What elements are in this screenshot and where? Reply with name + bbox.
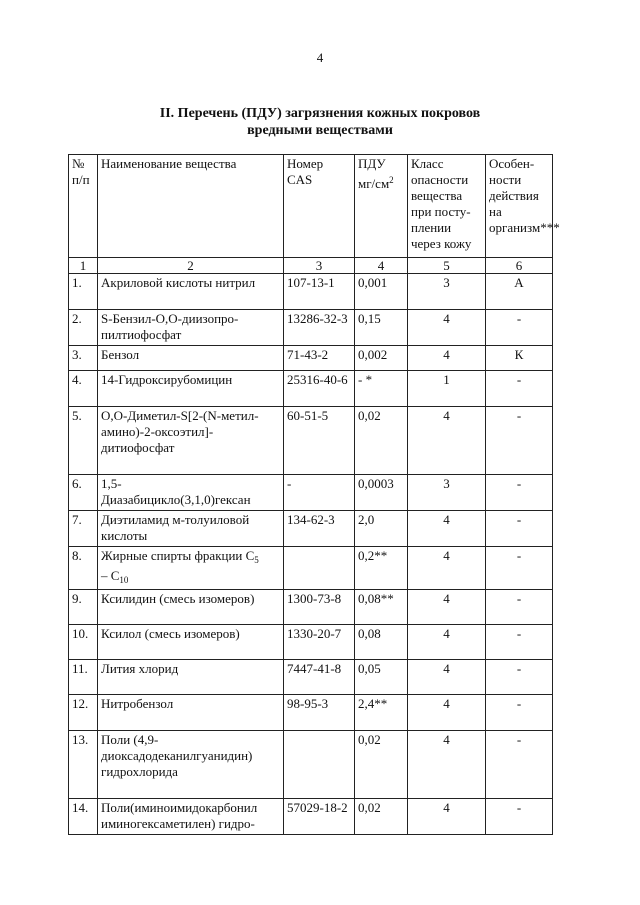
pdu-value: 2,0 bbox=[355, 511, 408, 547]
substance-name: 1,5- Диазабицикло(3,1,0)гексан bbox=[98, 475, 284, 511]
table-header-row bbox=[69, 155, 553, 258]
table-row bbox=[69, 660, 553, 695]
substance-name: Диэтиламид м-толуиловой кислоты bbox=[98, 511, 284, 547]
column-number: 5 bbox=[408, 258, 486, 274]
row-number: 10. bbox=[69, 625, 98, 660]
pdu-value: 2,4** bbox=[355, 695, 408, 731]
feature-mark: - bbox=[486, 407, 553, 475]
feature-mark: К bbox=[486, 346, 553, 371]
pdu-value: 0,002 bbox=[355, 346, 408, 371]
table-row bbox=[69, 547, 553, 590]
table-row bbox=[69, 274, 553, 310]
feature-mark: - bbox=[486, 310, 553, 346]
cas-number bbox=[284, 731, 355, 799]
page-title-line-2: вредными веществами bbox=[247, 123, 393, 138]
substance-name: Бензол bbox=[98, 346, 284, 371]
table-row bbox=[69, 371, 553, 407]
column-number: 4 bbox=[355, 258, 408, 274]
hazard-class: 4 bbox=[408, 660, 486, 695]
row-number: 6. bbox=[69, 475, 98, 511]
column-number: 2 bbox=[98, 258, 284, 274]
feature-mark: - bbox=[486, 547, 553, 590]
column-number: 6 bbox=[486, 258, 553, 274]
row-number: 2. bbox=[69, 310, 98, 346]
feature-mark: А bbox=[486, 274, 553, 310]
feature-mark: - bbox=[486, 511, 553, 547]
pdu-value: 0,08** bbox=[355, 590, 408, 625]
hazard-class: 3 bbox=[408, 475, 486, 511]
row-number: 14. bbox=[69, 799, 98, 835]
row-number: 3. bbox=[69, 346, 98, 371]
substance-name: Нитробензол bbox=[98, 695, 284, 731]
hazard-class: 4 bbox=[408, 511, 486, 547]
row-number: 1. bbox=[69, 274, 98, 310]
substance-name: S-Бензил-О,О-диизопро- пилтиофосфат bbox=[98, 310, 284, 346]
header-pdu: ПДУ $мг/см^2$ bbox=[355, 155, 408, 258]
feature-mark: - bbox=[486, 625, 553, 660]
page-number: 4 bbox=[316, 50, 324, 65]
column-number-row bbox=[69, 258, 553, 274]
cas-number: 134-62-3 bbox=[284, 511, 355, 547]
hazard-class: 4 bbox=[408, 547, 486, 590]
hazard-class: 4 bbox=[408, 407, 486, 475]
hazard-class: 4 bbox=[408, 731, 486, 799]
feature-mark: - bbox=[486, 590, 553, 625]
hazard-class: 4 bbox=[408, 310, 486, 346]
row-number: 13. bbox=[69, 731, 98, 799]
column-number: 1 bbox=[69, 258, 98, 274]
table-row bbox=[69, 731, 553, 799]
table-row bbox=[69, 407, 553, 475]
feature-mark: - bbox=[486, 695, 553, 731]
header-num: № п/п bbox=[69, 155, 98, 258]
cas-number: 7447-41-8 bbox=[284, 660, 355, 695]
cas-number: 107-13-1 bbox=[284, 274, 355, 310]
pdu-value: - * bbox=[355, 371, 408, 407]
hazard-class: 4 bbox=[408, 590, 486, 625]
hazard-class: 4 bbox=[408, 625, 486, 660]
feature-mark: - bbox=[486, 660, 553, 695]
feature-mark: - bbox=[486, 475, 553, 511]
cas-number: 1330-20-7 bbox=[284, 625, 355, 660]
feature-mark: - bbox=[486, 731, 553, 799]
substances-table bbox=[68, 154, 560, 835]
pdu-value: 0,02 bbox=[355, 407, 408, 475]
cas-number: 71-43-2 bbox=[284, 346, 355, 371]
cas-number: 13286-32-3 bbox=[284, 310, 355, 346]
row-number: 11. bbox=[69, 660, 98, 695]
hazard-class: 1 bbox=[408, 371, 486, 407]
cas-number: 25316-40-6 bbox=[284, 371, 355, 407]
table-row bbox=[69, 625, 553, 660]
header-class: Класс опасности вещества при посту- плении через кожу bbox=[408, 155, 486, 258]
row-number: 12. bbox=[69, 695, 98, 731]
header-features: Особен- ности действия на организм*** bbox=[486, 155, 553, 258]
substance-name: Жирные спирты фракции $С_5$ – $С_{10}$ bbox=[98, 547, 284, 590]
substance-name: Ксилол (смесь изомеров) bbox=[98, 625, 284, 660]
cas-number: 98-95-3 bbox=[284, 695, 355, 731]
table-row bbox=[69, 695, 553, 731]
pdu-value: 0,02 bbox=[355, 799, 408, 835]
cas-number bbox=[284, 547, 355, 590]
header-cas: Номер CAS bbox=[284, 155, 355, 258]
pdu-value: 0,001 bbox=[355, 274, 408, 310]
page-title-line-1: II. Перечень (ПДУ) загрязнения кожных покровов bbox=[159, 106, 481, 121]
cas-number: 57029-18-2 bbox=[284, 799, 355, 835]
cas-number: 1300-73-8 bbox=[284, 590, 355, 625]
table-row bbox=[69, 590, 553, 625]
feature-mark: - bbox=[486, 371, 553, 407]
row-number: 4. bbox=[69, 371, 98, 407]
table-row bbox=[69, 511, 553, 547]
substance-name: Акриловой кислоты нитрил bbox=[98, 274, 284, 310]
header-name: Наименование вещества bbox=[98, 155, 284, 258]
pdu-value: 0,15 bbox=[355, 310, 408, 346]
substance-name: 14-Гидроксирубомицин bbox=[98, 371, 284, 407]
pdu-value: 0,02 bbox=[355, 731, 408, 799]
pdu-value: 0,2** bbox=[355, 547, 408, 590]
cas-number: - bbox=[284, 475, 355, 511]
substance-name: Ксилидин (смесь изомеров) bbox=[98, 590, 284, 625]
row-number: 5. bbox=[69, 407, 98, 475]
column-number: 3 bbox=[284, 258, 355, 274]
row-number: 8. bbox=[69, 547, 98, 590]
feature-mark: - bbox=[486, 799, 553, 835]
hazard-class: 4 bbox=[408, 695, 486, 731]
page-title bbox=[60, 105, 580, 139]
substance-name: Поли(иминоимидокарбонил иминогексаметилен) гидро- bbox=[98, 799, 284, 835]
table-row bbox=[69, 799, 553, 835]
substance-name: О,О-Диметил-S[2-(N-метил- амино)-2-оксоэтил]- дитиофосфат bbox=[98, 407, 284, 475]
table-row bbox=[69, 475, 553, 511]
table-row bbox=[69, 310, 553, 346]
pdu-value: 0,05 bbox=[355, 660, 408, 695]
cas-number: 60-51-5 bbox=[284, 407, 355, 475]
substance-name: Лития хлорид bbox=[98, 660, 284, 695]
pdu-value: 0,08 bbox=[355, 625, 408, 660]
hazard-class: 4 bbox=[408, 799, 486, 835]
substance-name: Поли (4,9- диоксадодеканилгуанидин) гидрохлорида bbox=[98, 731, 284, 799]
pdu-value: 0,0003 bbox=[355, 475, 408, 511]
table-row bbox=[69, 346, 553, 371]
hazard-class: 3 bbox=[408, 274, 486, 310]
row-number: 7. bbox=[69, 511, 98, 547]
row-number: 9. bbox=[69, 590, 98, 625]
hazard-class: 4 bbox=[408, 346, 486, 371]
